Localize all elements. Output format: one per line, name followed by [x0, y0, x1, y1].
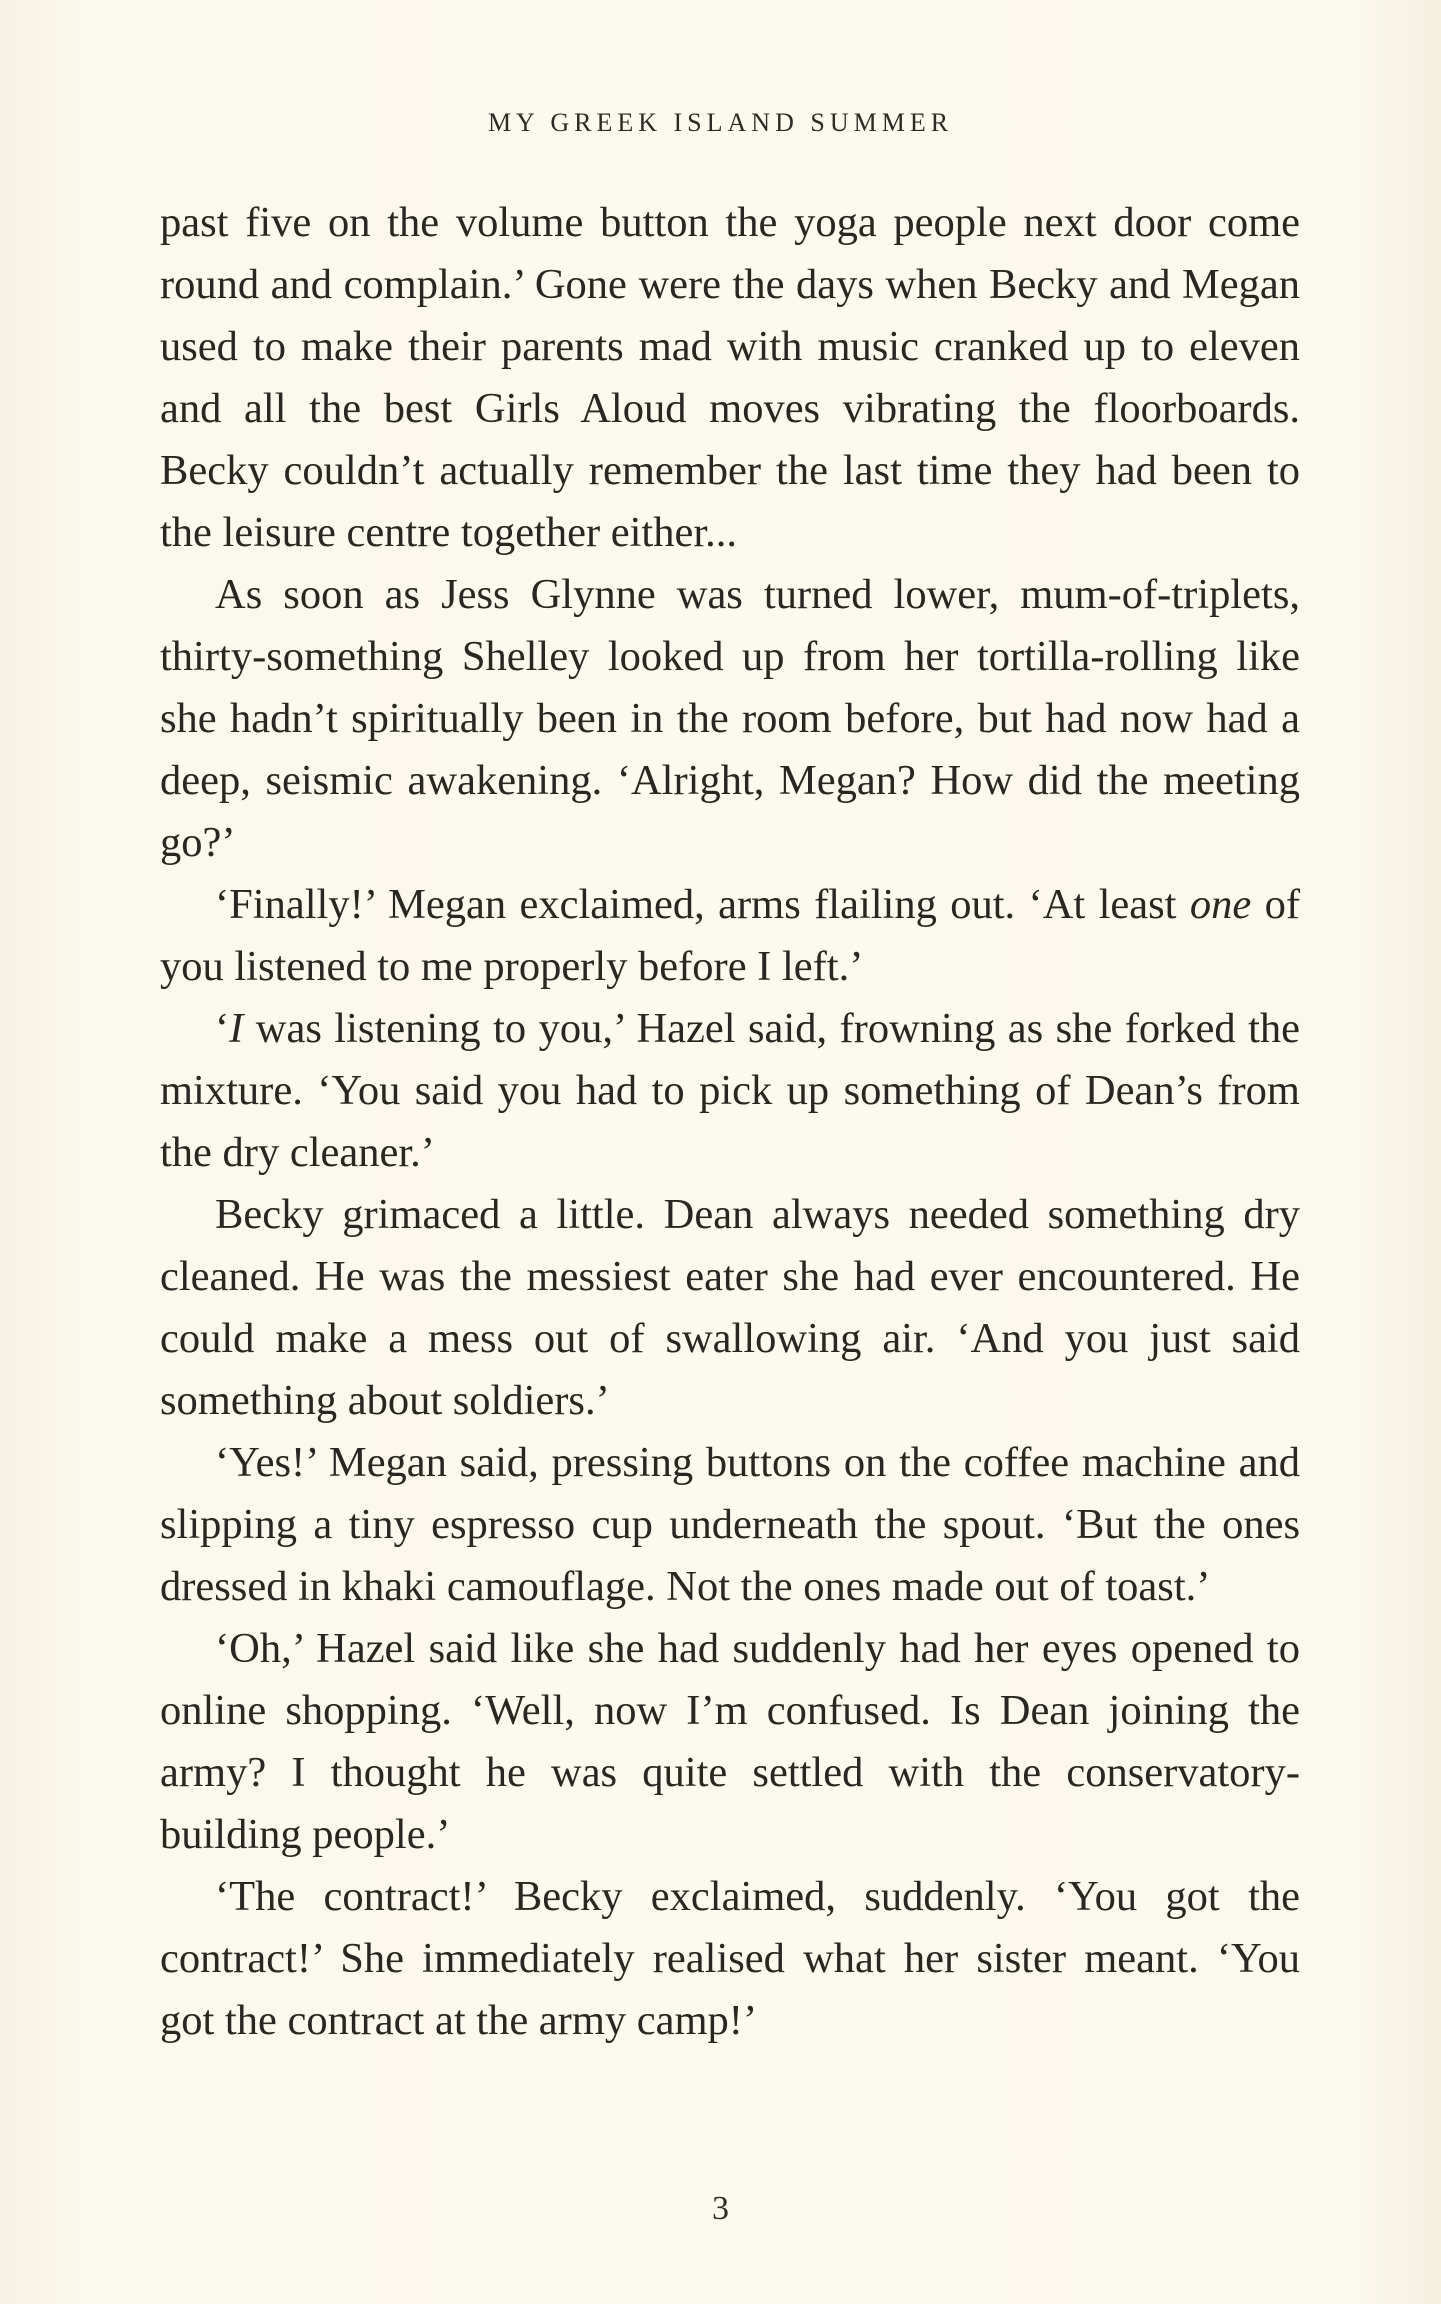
paragraph — [160, 192, 1300, 564]
text-run: ‘Finally!’ Megan exclaimed, arms flailing out. ‘At least — [215, 881, 1190, 928]
italic-text: one — [1189, 881, 1252, 928]
italic-text: I — [229, 1005, 244, 1052]
paragraph — [160, 874, 1300, 998]
paragraph — [160, 1618, 1300, 1866]
text-run: ‘Oh,’ Hazel said like she had suddenly had her eyes opened to online shopping. ‘Well, now I’m confused. Is Dean joining the army? I thought he was quite settled with the conservatory-building people.’ — [160, 1625, 1300, 1858]
paragraph — [160, 1432, 1300, 1618]
paragraph — [160, 564, 1300, 874]
body-text — [160, 192, 1300, 2052]
page-number: 3 — [712, 2190, 729, 2227]
text-run: ‘ — [215, 1005, 230, 1052]
text-run: was listening to you,’ Hazel said, frowning as she forked the mixture. ‘You said you had to pick up something of Dean’s from the dry cleaner.’ — [160, 1005, 1300, 1176]
paragraph — [160, 1866, 1300, 2052]
running-head: MY GREEK ISLAND SUMMER — [487, 108, 954, 137]
text-run: of you listened to me properly before I left.’ — [160, 881, 1300, 990]
text-run: past five on the volume button the yoga people next door come round and complain.’ Gone were the days when Becky and Megan used to make their parents mad with music cranked up to eleven and all the best Girls Aloud moves vibrating the floorboards. Becky couldn’t actually remember the last time they had been to the leisure centre together either... — [160, 199, 1300, 556]
text-run: As soon as Jess Glynne was turned lower, mum-of-triplets, thirty-something Shelley looked up from her tortilla-rolling like she hadn’t spiritually been in the room before, but had now had a deep, seismic awakening. ‘Alright, Megan? How did the meeting go?’ — [160, 571, 1300, 866]
text-run: Becky grimaced a little. Dean always needed something dry cleaned. He was the messiest eater she had ever encountered. He could make a mess out of swallowing air. ‘And you just said something about soldiers.’ — [160, 1191, 1300, 1424]
paragraph — [160, 998, 1300, 1184]
text-run: ‘The contract!’ Becky exclaimed, suddenly. ‘You got the contract!’ She immediately realised what her sister meant. ‘You got the contract at the army camp!’ — [160, 1873, 1300, 2044]
text-run: ‘Yes!’ Megan said, pressing buttons on the coffee machine and slipping a tiny espresso cup underneath the spout. ‘But the ones dressed in khaki camouflage. Not the ones made out of toast.’ — [160, 1439, 1300, 1610]
paragraph — [160, 1184, 1300, 1432]
